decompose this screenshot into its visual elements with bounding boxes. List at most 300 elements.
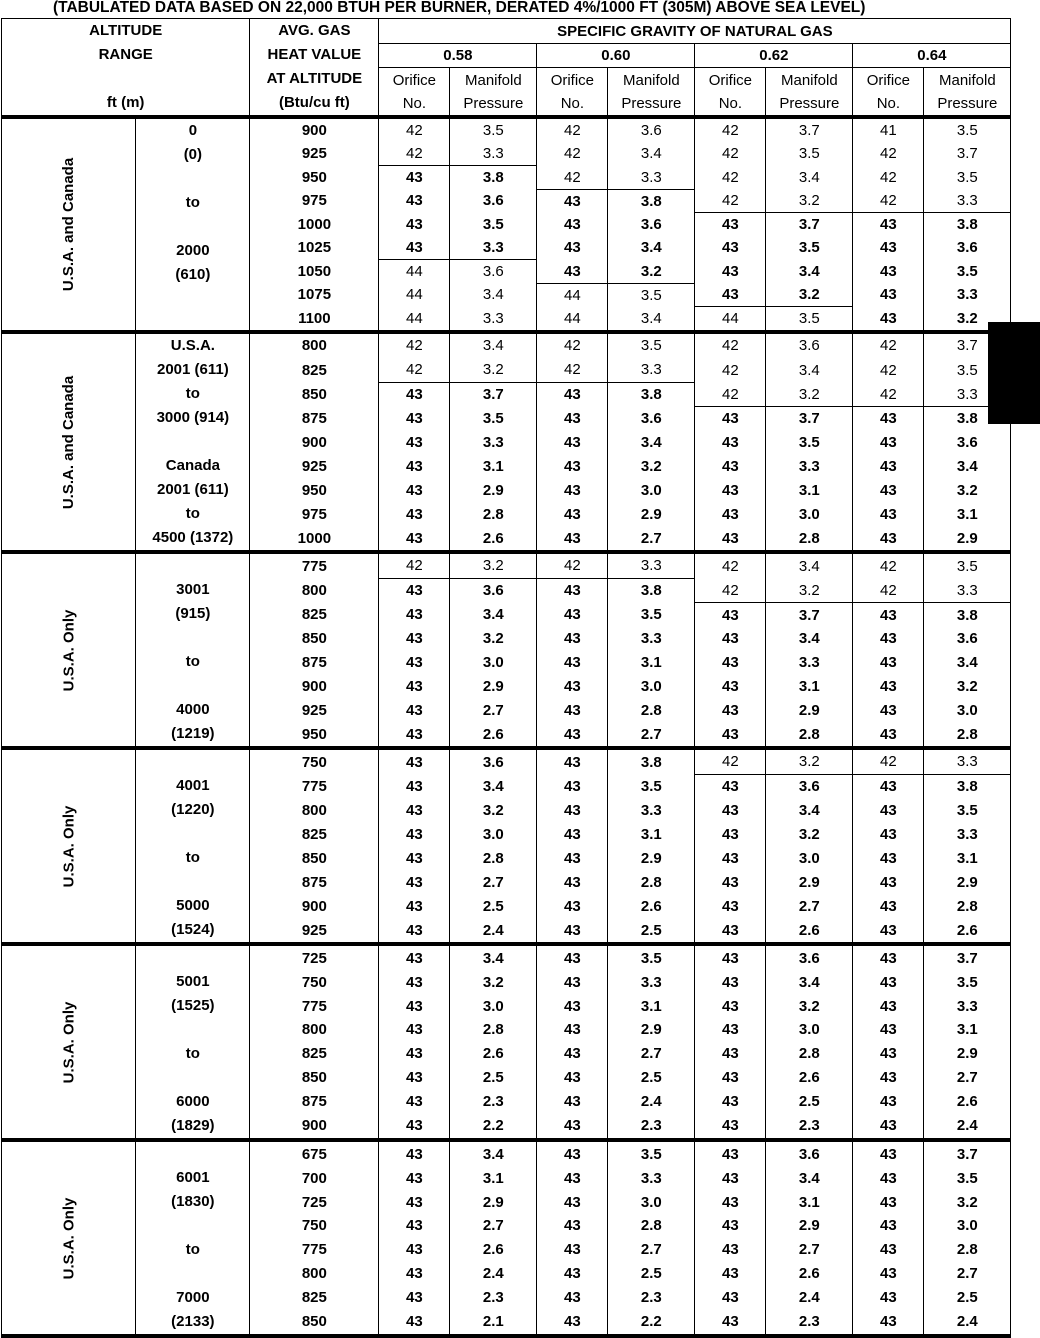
manifold-pressure-cell: 3.5	[766, 431, 853, 455]
manifold-pressure-cell: 3.3	[608, 627, 695, 651]
manifold-pressure-cell: 3.3	[608, 552, 695, 578]
altitude-range-line: (2133)	[171, 1313, 215, 1330]
altitude-range-line	[136, 1142, 249, 1166]
specific-gravity-header: SPECIFIC GRAVITY OF NATURAL GAS	[379, 19, 1011, 44]
orifice-cell: 43	[695, 1018, 766, 1042]
heat-value-cell: 850	[250, 382, 379, 406]
heat-value-cell: 775	[250, 774, 379, 798]
manifold-pressure-cell: 3.5	[766, 142, 853, 166]
heat-value-cell: 950	[250, 722, 379, 748]
manifold-pressure-cell: 3.2	[766, 748, 853, 774]
orifice-cell: 43	[379, 748, 450, 774]
manifold-pressure-cell: 3.2	[608, 260, 695, 284]
heat-value-header-line: HEAT VALUE	[267, 46, 362, 63]
orifice-cell: 43	[853, 236, 924, 260]
altitude-range-cell	[136, 1140, 250, 1336]
altitude-range-line: 3001	[176, 581, 210, 598]
altitude-range-cell	[136, 748, 250, 944]
orifice-cell: 43	[379, 698, 450, 722]
heat-value-cell: 800	[250, 799, 379, 823]
heat-value-cell: 1025	[250, 236, 379, 260]
manifold-pressure-cell: 3.2	[924, 307, 1011, 333]
manifold-pressure-cell: 2.8	[766, 722, 853, 748]
orifice-cell: 43	[537, 774, 608, 798]
manifold-pressure-cell: 2.8	[766, 526, 853, 552]
manifold-pressure-cell: 3.5	[924, 260, 1011, 284]
heat-value-cell: 1000	[250, 213, 379, 237]
orifice-cell: 43	[379, 502, 450, 526]
manifold-pressure-cell: 2.9	[766, 870, 853, 894]
orifice-cell: 42	[379, 332, 450, 358]
altitude-range-line	[136, 430, 249, 454]
manifold-pressure-cell: 3.4	[766, 166, 853, 190]
orifice-cell: 43	[379, 189, 450, 213]
orifice-cell: 43	[695, 1166, 766, 1190]
orifice-cell: 43	[695, 1286, 766, 1310]
orifice-cell: 42	[853, 189, 924, 213]
orifice-cell: 43	[379, 455, 450, 479]
orifice-cell: 43	[379, 431, 450, 455]
manifold-pressure-cell: 3.2	[450, 970, 537, 994]
heat-value-cell: 875	[250, 407, 379, 431]
altitude-range-line	[136, 554, 249, 578]
altitude-range-line: (1220)	[171, 801, 215, 818]
orifice-cell: 42	[853, 552, 924, 578]
orifice-cell: 43	[695, 870, 766, 894]
heat-value-cell: 1050	[250, 260, 379, 284]
manifold-pressure-cell: 3.1	[608, 994, 695, 1018]
region-label-text: U.S.A. Only	[60, 805, 78, 887]
orifice-cell: 43	[695, 1310, 766, 1336]
manifold-pressure-cell: 3.5	[766, 307, 853, 333]
manifold-pressure-cell: 3.5	[608, 283, 695, 307]
heat-value-cell: 800	[250, 1018, 379, 1042]
manifold-pressure-cell: 3.0	[450, 651, 537, 675]
altitude-range-line: (610)	[175, 266, 211, 283]
altitude-range-line	[136, 215, 249, 239]
orifice-cell: 43	[695, 799, 766, 823]
manifold-pressure-cell: 2.8	[924, 722, 1011, 748]
manifold-pressure-cell: 3.3	[608, 166, 695, 190]
orifice-cell: 43	[379, 1190, 450, 1214]
orifice-cell: 43	[379, 1018, 450, 1042]
manifold-pressure-cell: 3.4	[924, 651, 1011, 675]
manifold-pressure-cell: 3.3	[766, 651, 853, 675]
manifold-pressure-cell: 3.0	[608, 675, 695, 699]
manifold-pressure-cell: 2.8	[608, 1214, 695, 1238]
orifice-cell: 43	[537, 1166, 608, 1190]
orifice-header: Orifice	[537, 68, 608, 93]
heat-value-cell: 750	[250, 1214, 379, 1238]
orifice-cell: 43	[379, 1286, 450, 1310]
manifold-pressure-cell: 3.2	[766, 283, 853, 307]
manifold-pressure-cell: 2.7	[766, 1238, 853, 1262]
orifice-pressure-table	[1, 18, 1011, 1338]
region-label-text: U.S.A. and Canada	[60, 375, 78, 509]
heat-value-cell: 800	[250, 1262, 379, 1286]
altitude-range-cell	[136, 552, 250, 748]
manifold-pressure-cell: 2.8	[450, 846, 537, 870]
manifold-pressure-cell: 3.3	[924, 382, 1011, 406]
orifice-cell: 43	[695, 1042, 766, 1066]
manifold-pressure-cell: 3.7	[924, 1140, 1011, 1166]
manifold-pressure-cell: 3.2	[766, 578, 853, 602]
orifice-cell: 43	[853, 918, 924, 944]
orifice-cell: 43	[853, 627, 924, 651]
orifice-cell: 43	[537, 213, 608, 237]
manifold-pressure-cell: 3.8	[924, 603, 1011, 627]
orifice-cell: 42	[537, 142, 608, 166]
heat-value-cell: 900	[250, 431, 379, 455]
manifold-pressure-cell: 3.0	[450, 994, 537, 1018]
orifice-header: Orifice	[853, 68, 924, 93]
orifice-cell: 43	[537, 1066, 608, 1090]
manifold-pressure-cell: 3.5	[608, 774, 695, 798]
orifice-cell: 43	[379, 799, 450, 823]
manifold-pressure-cell: 2.9	[450, 478, 537, 502]
manifold-pressure-cell: 2.9	[450, 675, 537, 699]
heat-value-cell: 1000	[250, 526, 379, 552]
orifice-cell: 43	[853, 651, 924, 675]
heat-value-cell: 900	[250, 117, 379, 142]
orifice-cell: 43	[695, 1262, 766, 1286]
orifice-cell: 43	[695, 213, 766, 237]
heat-value-cell: 775	[250, 994, 379, 1018]
manifold-pressure-cell: 3.0	[608, 1190, 695, 1214]
manifold-pressure-cell: 3.3	[924, 283, 1011, 307]
manifold-pressure-cell: 3.7	[766, 603, 853, 627]
orifice-cell: 43	[853, 603, 924, 627]
orifice-cell: 43	[537, 407, 608, 431]
orifice-cell: 43	[537, 1190, 608, 1214]
manifold-pressure-cell: 3.0	[608, 478, 695, 502]
orifice-cell: 42	[537, 552, 608, 578]
orifice-cell: 43	[695, 1140, 766, 1166]
manifold-pressure-cell: 3.5	[766, 236, 853, 260]
orifice-cell: 43	[537, 799, 608, 823]
orifice-cell: 43	[853, 675, 924, 699]
manifold-pressure-cell: 2.8	[608, 870, 695, 894]
orifice-cell: 43	[537, 1238, 608, 1262]
orifice-cell: 43	[853, 698, 924, 722]
altitude-range-line: to	[185, 505, 200, 522]
orifice-cell: 44	[537, 307, 608, 333]
manifold-pressure-cell: 3.4	[766, 1166, 853, 1190]
manifold-pressure-cell: 3.2	[924, 1190, 1011, 1214]
altitude-range-line: 3000 (914)	[156, 409, 230, 426]
orifice-cell: 43	[695, 994, 766, 1018]
manifold-pressure-cell: 3.5	[924, 166, 1011, 190]
manifold-pressure-cell: 2.8	[924, 894, 1011, 918]
manifold-pressure-cell: 3.3	[924, 748, 1011, 774]
manifold-pressure-cell: 3.4	[766, 970, 853, 994]
manifold-pressure-cell: 2.7	[608, 1042, 695, 1066]
orifice-cell: 43	[379, 1090, 450, 1114]
manifold-pressure-cell: 2.7	[766, 894, 853, 918]
orifice-cell: 43	[695, 774, 766, 798]
orifice-cell: 43	[695, 283, 766, 307]
orifice-cell: 43	[537, 478, 608, 502]
orifice-cell: 43	[537, 1018, 608, 1042]
manifold-pressure-cell: 3.6	[608, 117, 695, 142]
manifold-pressure-cell: 3.5	[924, 970, 1011, 994]
orifice-cell: 42	[379, 358, 450, 382]
orifice-cell: 43	[853, 799, 924, 823]
manifold-pressure-cell: 3.2	[450, 627, 537, 651]
manifold-pressure-cell: 2.7	[450, 698, 537, 722]
orifice-cell: 43	[537, 918, 608, 944]
orifice-cell: 43	[853, 407, 924, 431]
heat-value-cell: 675	[250, 1140, 379, 1166]
manifold-pressure-cell: 2.5	[608, 918, 695, 944]
manifold-pressure-cell: 2.9	[450, 1190, 537, 1214]
orifice-cell: 43	[537, 526, 608, 552]
manifold-pressure-cell: 3.4	[450, 603, 537, 627]
heat-value-header	[250, 19, 379, 118]
orifice-cell: 43	[379, 526, 450, 552]
manifold-pressure-cell: 2.6	[924, 1090, 1011, 1114]
altitude-range-line: to	[185, 1241, 200, 1258]
altitude-range-line: 2001 (611)	[156, 481, 229, 498]
orifice-cell: 43	[379, 213, 450, 237]
heat-value-cell: 900	[250, 1114, 379, 1140]
altitude-range-line: (1219)	[171, 725, 215, 742]
heat-value-header-line: (Btu/cu ft)	[278, 94, 350, 111]
heat-value-cell: 975	[250, 502, 379, 526]
manifold-pressure-cell: 2.7	[608, 722, 695, 748]
manifold-pressure-cell: 3.1	[924, 846, 1011, 870]
orifice-cell: 43	[695, 260, 766, 284]
manifold-pressure-cell: 2.9	[766, 1214, 853, 1238]
manifold-pressure-cell: 2.6	[766, 1066, 853, 1090]
manifold-pressure-cell: 3.5	[924, 117, 1011, 142]
manifold-header: Manifold	[450, 68, 537, 93]
orifice-cell: 42	[853, 748, 924, 774]
altitude-range-line: to	[185, 1045, 200, 1062]
heat-value-cell: 700	[250, 1166, 379, 1190]
manifold-pressure-cell: 3.6	[766, 332, 853, 358]
manifold-pressure-cell: 2.6	[450, 722, 537, 748]
manifold-pressure-cell: 2.4	[924, 1310, 1011, 1336]
manifold-pressure-cell: 3.5	[450, 213, 537, 237]
orifice-cell: 42	[695, 332, 766, 358]
orifice-cell: 43	[853, 944, 924, 970]
altitude-range-header-line: ft (m)	[106, 94, 145, 111]
orifice-cell: 43	[379, 1166, 450, 1190]
heat-value-cell: 725	[250, 944, 379, 970]
altitude-range-header-line: ALTITUDE	[89, 22, 163, 39]
heat-value-cell: 850	[250, 846, 379, 870]
manifold-pressure-cell: 2.7	[608, 526, 695, 552]
orifice-cell: 43	[853, 894, 924, 918]
orifice-cell: 42	[695, 552, 766, 578]
orifice-cell: 43	[695, 1190, 766, 1214]
table-row	[2, 117, 1011, 142]
orifice-cell: 43	[695, 603, 766, 627]
orifice-cell: 43	[853, 870, 924, 894]
orifice-cell: 42	[695, 358, 766, 382]
orifice-cell: 44	[695, 307, 766, 333]
manifold-pressure-cell: 3.3	[450, 307, 537, 333]
manifold-pressure-cell: 2.8	[450, 502, 537, 526]
orifice-cell: 43	[853, 1238, 924, 1262]
orifice-cell: 43	[695, 970, 766, 994]
orifice-cell: 43	[853, 1066, 924, 1090]
orifice-cell: 43	[537, 236, 608, 260]
manifold-pressure-cell: 3.0	[450, 823, 537, 847]
orifice-cell: 43	[695, 431, 766, 455]
orifice-cell: 43	[695, 1066, 766, 1090]
altitude-range-header-line	[2, 67, 249, 91]
orifice-cell: 43	[695, 1114, 766, 1140]
manifold-pressure-cell: 2.5	[766, 1090, 853, 1114]
orifice-cell: 43	[379, 994, 450, 1018]
orifice-cell: 43	[379, 166, 450, 190]
orifice-cell: 43	[379, 944, 450, 970]
manifold-pressure-cell: 3.6	[450, 578, 537, 602]
manifold-pressure-cell: 3.5	[608, 603, 695, 627]
manifold-pressure-cell: 3.6	[766, 774, 853, 798]
altitude-range-line	[136, 626, 249, 650]
altitude-range-line	[136, 1214, 249, 1238]
manifold-pressure-cell: 2.3	[766, 1310, 853, 1336]
orifice-cell: 43	[537, 894, 608, 918]
altitude-range-line	[136, 1018, 249, 1042]
manifold-pressure-cell: 3.1	[450, 455, 537, 479]
orifice-cell: 43	[853, 1310, 924, 1336]
manifold-pressure-cell: 3.4	[450, 283, 537, 307]
manifold-pressure-cell: 3.8	[924, 213, 1011, 237]
manifold-header-sub: Pressure	[924, 92, 1011, 117]
altitude-range-line	[136, 1066, 249, 1090]
orifice-cell: 42	[537, 358, 608, 382]
manifold-pressure-cell: 3.0	[924, 698, 1011, 722]
manifold-pressure-cell: 3.2	[766, 382, 853, 406]
manifold-pressure-cell: 3.2	[766, 994, 853, 1018]
manifold-pressure-cell: 2.1	[450, 1310, 537, 1336]
orifice-cell: 42	[853, 578, 924, 602]
manifold-pressure-cell: 3.3	[924, 189, 1011, 213]
orifice-cell: 42	[853, 332, 924, 358]
orifice-cell: 43	[853, 260, 924, 284]
orifice-cell: 43	[537, 698, 608, 722]
manifold-pressure-cell: 3.1	[924, 502, 1011, 526]
orifice-cell: 43	[379, 1310, 450, 1336]
manifold-pressure-cell: 3.3	[608, 358, 695, 382]
manifold-pressure-cell: 3.3	[608, 1166, 695, 1190]
orifice-cell: 43	[379, 382, 450, 406]
orifice-cell: 43	[853, 526, 924, 552]
orifice-cell: 44	[537, 283, 608, 307]
manifold-pressure-cell: 3.0	[766, 502, 853, 526]
orifice-cell: 43	[695, 407, 766, 431]
heat-value-cell: 925	[250, 698, 379, 722]
orifice-cell: 43	[537, 382, 608, 406]
manifold-pressure-cell: 2.2	[450, 1114, 537, 1140]
manifold-pressure-cell: 3.4	[924, 455, 1011, 479]
orifice-cell: 43	[379, 478, 450, 502]
region-label-text: U.S.A. Only	[60, 1197, 78, 1279]
manifold-pressure-cell: 3.7	[766, 407, 853, 431]
manifold-pressure-cell: 3.3	[924, 578, 1011, 602]
heat-value-cell: 800	[250, 332, 379, 358]
heat-value-cell: 925	[250, 918, 379, 944]
orifice-cell: 43	[379, 870, 450, 894]
manifold-pressure-cell: 3.4	[608, 307, 695, 333]
orifice-cell: 42	[537, 332, 608, 358]
orifice-cell: 43	[695, 1238, 766, 1262]
manifold-pressure-cell: 3.8	[608, 382, 695, 406]
orifice-cell: 43	[379, 823, 450, 847]
altitude-range-line	[136, 674, 249, 698]
orifice-cell: 43	[379, 407, 450, 431]
heat-value-cell: 825	[250, 823, 379, 847]
manifold-pressure-cell: 3.1	[450, 1166, 537, 1190]
orifice-cell: 44	[379, 283, 450, 307]
manifold-pressure-cell: 3.7	[924, 142, 1011, 166]
manifold-pressure-cell: 2.9	[766, 698, 853, 722]
heat-value-cell: 950	[250, 166, 379, 190]
manifold-pressure-cell: 3.4	[766, 799, 853, 823]
manifold-pressure-cell: 3.7	[766, 117, 853, 142]
manifold-pressure-cell: 2.6	[766, 1262, 853, 1286]
manifold-pressure-cell: 3.8	[450, 166, 537, 190]
manifold-header: Manifold	[766, 68, 853, 93]
table-row	[2, 332, 1011, 358]
orifice-cell: 43	[695, 1214, 766, 1238]
orifice-cell: 43	[695, 846, 766, 870]
orifice-cell: 42	[379, 552, 450, 578]
manifold-pressure-cell: 3.6	[924, 236, 1011, 260]
altitude-range-line: 5000	[176, 897, 210, 914]
orifice-cell: 43	[695, 455, 766, 479]
manifold-pressure-cell: 3.4	[450, 332, 537, 358]
manifold-pressure-cell: 3.3	[608, 799, 695, 823]
altitude-range-line	[136, 946, 249, 970]
manifold-pressure-cell: 2.3	[608, 1114, 695, 1140]
table-row	[2, 1140, 1011, 1166]
altitude-range-line: to	[185, 194, 200, 211]
manifold-pressure-cell: 3.6	[608, 213, 695, 237]
orifice-cell: 43	[379, 1214, 450, 1238]
manifold-pressure-cell: 3.8	[608, 748, 695, 774]
orifice-cell: 43	[379, 774, 450, 798]
heat-value-cell: 850	[250, 627, 379, 651]
orifice-cell: 43	[853, 1090, 924, 1114]
altitude-range-line: 6000	[176, 1093, 210, 1110]
manifold-pressure-cell: 3.1	[766, 478, 853, 502]
orifice-cell: 43	[853, 994, 924, 1018]
region-label	[2, 1140, 136, 1336]
manifold-pressure-cell: 2.6	[608, 894, 695, 918]
orifice-cell: 43	[379, 1066, 450, 1090]
manifold-pressure-cell: 3.4	[450, 1140, 537, 1166]
orifice-cell: 43	[537, 1262, 608, 1286]
altitude-range-line: 5001	[176, 973, 210, 990]
manifold-pressure-cell: 3.5	[924, 358, 1011, 382]
altitude-range-line	[136, 870, 249, 894]
heat-value-cell: 825	[250, 603, 379, 627]
heat-value-cell: 1100	[250, 307, 379, 333]
orifice-cell: 43	[853, 1140, 924, 1166]
manifold-pressure-cell: 2.3	[450, 1286, 537, 1310]
orifice-cell: 42	[695, 578, 766, 602]
altitude-range-cell	[136, 944, 250, 1140]
manifold-pressure-cell: 3.4	[766, 260, 853, 284]
orifice-header-sub: No.	[379, 92, 450, 117]
heat-value-header-line: AVG. GAS	[278, 22, 351, 39]
orifice-cell: 43	[379, 1238, 450, 1262]
